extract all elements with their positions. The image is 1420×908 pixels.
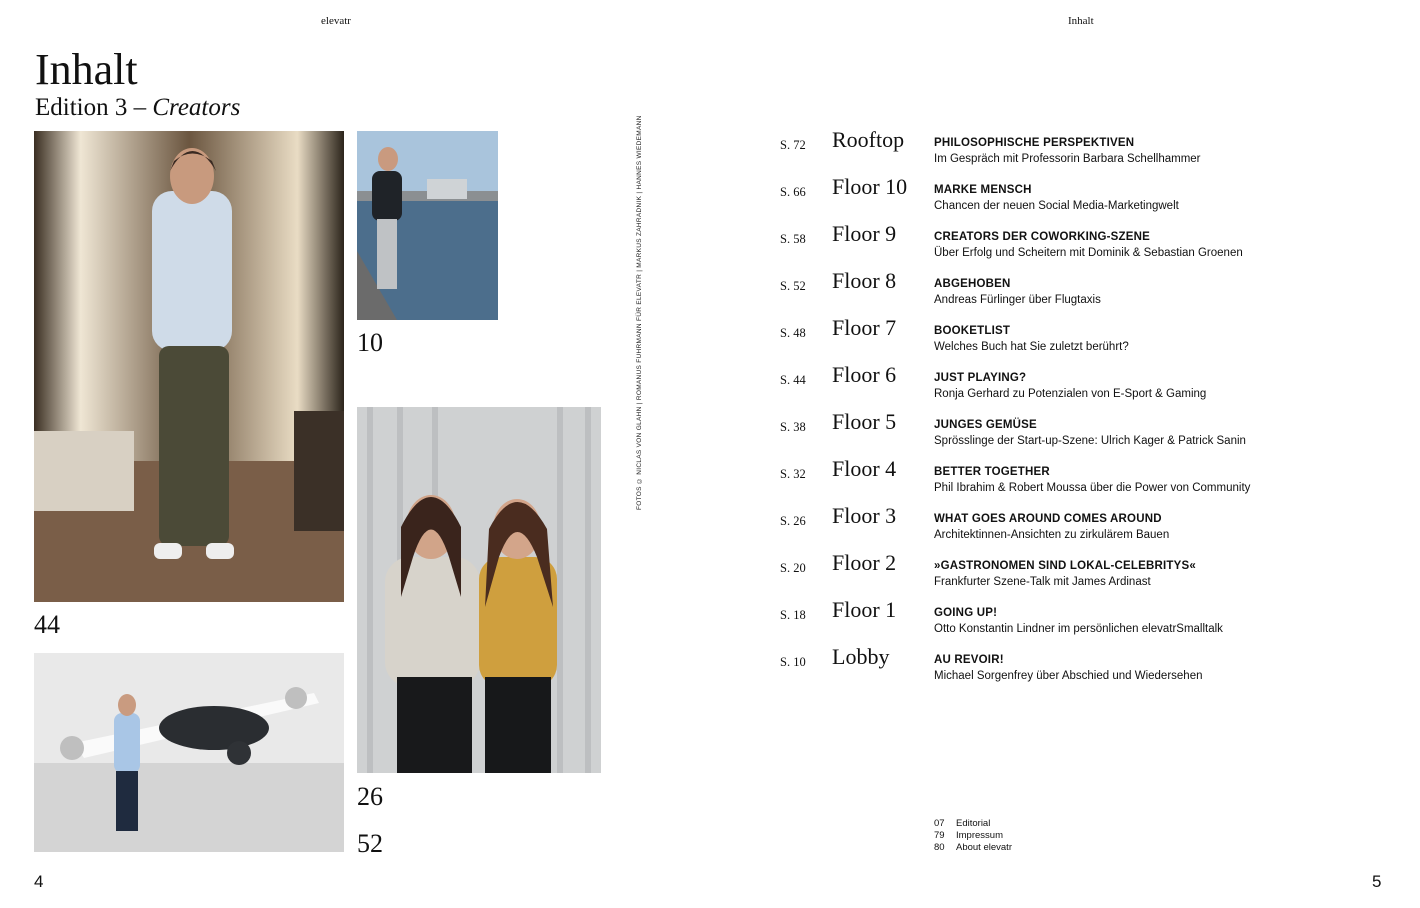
- toc-heading: AU REVOIR!: [934, 654, 1004, 666]
- toc-entry[interactable]: [780, 456, 1380, 507]
- toc-description: Über Erfolg und Scheitern mit Dominik & Sebastian Groenen: [934, 247, 1243, 259]
- toc-floor: Floor 5: [832, 409, 897, 434]
- toc-entry[interactable]: [780, 362, 1380, 413]
- toc-heading: GOING UP!: [934, 607, 998, 619]
- photo-caption-number: 44: [34, 610, 60, 639]
- toc-heading: MARKE MENSCH: [934, 184, 1032, 196]
- subtitle-italic: Creators: [152, 94, 241, 121]
- photo-standing-woman[interactable]: [34, 131, 344, 602]
- toc-entry[interactable]: [780, 644, 1380, 695]
- toc-description: Sprösslinge der Start-up-Szene: Ulrich Kager & Patrick Sanin: [934, 435, 1246, 447]
- toc-heading: WHAT GOES AROUND COMES AROUND: [934, 513, 1162, 525]
- toc-description: Phil Ibrahim & Robert Moussa über die Power von Community: [934, 482, 1251, 494]
- photo-credits: FOTOS © NICLAS VON GLAHN | ROMANUS FUHRMANN FÜR ELEVATR | MARKUS ZAHRADNIK | HANNES WIEDEMANN: [636, 115, 643, 510]
- page-title: Inhalt: [35, 45, 138, 94]
- toc-entry[interactable]: [780, 597, 1380, 648]
- toc-floor: Floor 3: [832, 503, 897, 528]
- folio-right: 5: [1372, 872, 1382, 891]
- toc-floor: Floor 7: [832, 315, 897, 340]
- extra-item-editorial[interactable]: [934, 818, 990, 829]
- toc-description: Welches Buch hat Sie zuletzt berührt?: [934, 341, 1129, 353]
- toc-description: Architektinnen-Ansichten zu zirkulärem Bauen: [934, 529, 1170, 541]
- toc-floor: Floor 2: [832, 550, 897, 575]
- subtitle-prefix: Edition 3 –: [35, 94, 153, 121]
- photo-air-taxi[interactable]: [34, 653, 344, 852]
- toc-page: S. 18: [780, 608, 806, 622]
- toc-page: S. 38: [780, 420, 806, 434]
- photo-caption-number: 52: [357, 829, 383, 858]
- toc-description: Otto Konstantin Lindner im persönlichen elevatrSmalltalk: [934, 623, 1223, 635]
- toc-description: Michael Sorgenfrey über Abschied und Wiedersehen: [934, 670, 1203, 682]
- toc-page: S. 10: [780, 655, 806, 669]
- toc-entry[interactable]: [780, 268, 1380, 319]
- toc-entry[interactable]: [780, 127, 1380, 178]
- toc-page: S. 52: [780, 279, 806, 293]
- extra-number: 07: [934, 818, 945, 829]
- folio-left: 4: [34, 872, 44, 891]
- toc-floor: Floor 9: [832, 221, 897, 246]
- toc-entry[interactable]: [780, 174, 1380, 225]
- toc-heading: BOOKETLIST: [934, 325, 1011, 337]
- toc-entry[interactable]: [780, 409, 1380, 460]
- toc-floor: Floor 8: [832, 268, 897, 293]
- toc-heading: PHILOSOPHISCHE PERSPEKTIVEN: [934, 137, 1135, 149]
- toc-heading: CREATORS DER COWORKING-SZENE: [934, 231, 1151, 243]
- toc-page: S. 26: [780, 514, 806, 528]
- toc-description: Andreas Fürlinger über Flugtaxis: [934, 294, 1101, 306]
- toc-entry[interactable]: [780, 503, 1380, 554]
- extra-label: Editorial: [956, 818, 991, 829]
- toc-floor: Floor 1: [832, 597, 897, 622]
- toc-page: S. 58: [780, 232, 806, 246]
- extra-item-about[interactable]: [934, 842, 1012, 853]
- photo-two-women[interactable]: [357, 407, 601, 773]
- toc-entry[interactable]: [780, 221, 1380, 272]
- toc-page: S. 32: [780, 467, 806, 481]
- toc-floor: Rooftop: [832, 127, 905, 152]
- toc-entry[interactable]: [780, 315, 1380, 366]
- toc-page: S. 20: [780, 561, 806, 575]
- toc-heading: ABGEHOBEN: [934, 278, 1011, 290]
- toc-floor: Floor 6: [832, 362, 897, 387]
- toc-description: Im Gespräch mit Professorin Barbara Schellhammer: [934, 153, 1201, 165]
- toc-page: S. 72: [780, 138, 806, 152]
- extra-number: 79: [934, 830, 945, 841]
- photo-harbor-man[interactable]: [357, 131, 498, 320]
- toc-floor: Floor 4: [832, 456, 897, 481]
- toc-description: Frankfurter Szene-Talk mit James Ardinast: [934, 576, 1151, 588]
- toc-floor: Lobby: [832, 644, 890, 669]
- extra-number: 80: [934, 842, 945, 853]
- toc-entry[interactable]: [780, 550, 1380, 601]
- running-head-left: elevatr: [321, 15, 351, 27]
- extra-label: About elevatr: [956, 842, 1012, 853]
- photo-caption-number: 26: [357, 782, 383, 811]
- running-head-right: Inhalt: [1068, 15, 1094, 27]
- toc-heading: JUST PLAYING?: [934, 372, 1027, 384]
- toc-floor: Floor 10: [832, 174, 908, 199]
- toc-description: Chancen der neuen Social Media-Marketingwelt: [934, 200, 1179, 212]
- page-subtitle: [35, 93, 240, 123]
- toc-heading: »GASTRONOMEN SIND LOKAL-CELEBRITYS«: [934, 560, 1196, 572]
- toc-page: S. 48: [780, 326, 806, 340]
- toc-description: Ronja Gerhard zu Potenzialen von E-Sport & Gaming: [934, 388, 1207, 400]
- toc-page: S. 44: [780, 373, 806, 387]
- extra-item-impressum[interactable]: [934, 830, 1003, 841]
- toc-heading: JUNGES GEMÜSE: [934, 419, 1037, 431]
- toc-page: S. 66: [780, 185, 806, 199]
- toc-heading: BETTER TOGETHER: [934, 466, 1050, 478]
- extra-label: Impressum: [956, 830, 1003, 841]
- photo-caption-number: 10: [357, 328, 383, 357]
